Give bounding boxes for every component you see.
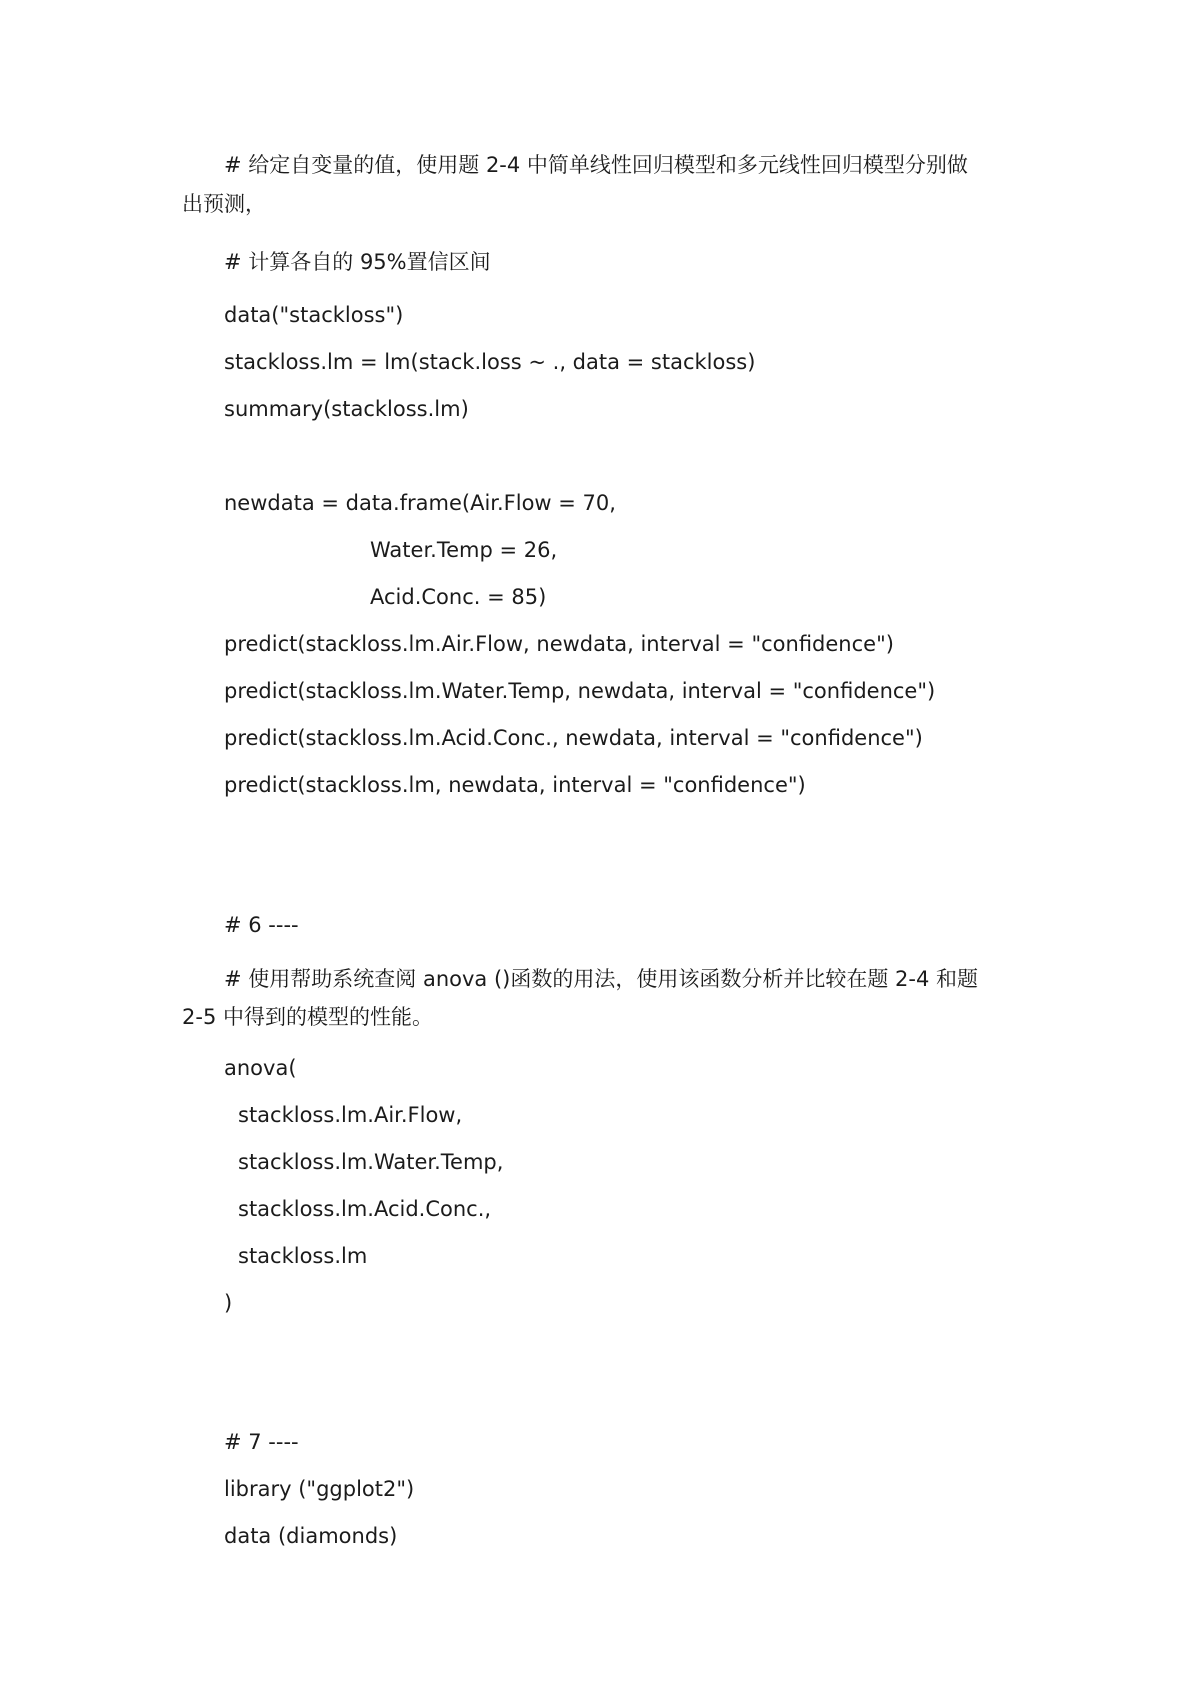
comment-line: # 使用帮助系统查阅 anova ()函数的用法，使用该函数分析并比较在题 2-4 和题 (224, 967, 978, 991)
code-line: data (diamonds) (224, 1524, 398, 1548)
code-line: library ("ggplot2") (224, 1477, 415, 1501)
code-line: predict(stackloss.lm.Acid.Conc., newdata, interval = "confidence") (224, 726, 923, 750)
code-line-indented: stackloss.lm.Acid.Conc., (238, 1197, 492, 1221)
code-line: predict(stackloss.lm.Air.Flow, newdata, interval = "confidence") (224, 632, 894, 656)
code-line-indented: stackloss.lm.Air.Flow, (238, 1103, 463, 1127)
code-line-indented: Water.Temp = 26, (370, 538, 558, 562)
code-line: summary(stackloss.lm) (224, 397, 469, 421)
code-line: anova( (224, 1056, 297, 1080)
section-marker: # 6 ---- (224, 913, 299, 937)
comment-line: # 给定自变量的值，使用题 2-4 中简单线性回归模型和多元线性回归模型分别做 (224, 153, 968, 177)
code-line: predict(stackloss.lm, newdata, interval = "confidence") (224, 773, 806, 797)
section-marker: # 7 ---- (224, 1430, 299, 1454)
code-line: ) (224, 1291, 233, 1315)
code-line: stackloss.lm = lm(stack.loss ~ ., data = stackloss) (224, 350, 756, 374)
code-line-indented: stackloss.lm (238, 1244, 368, 1268)
comment-line-continuation: 2-5 中得到的模型的性能。 (182, 1005, 433, 1029)
code-line: predict(stackloss.lm.Water.Temp, newdata, interval = "confidence") (224, 679, 936, 703)
code-line-indented: stackloss.lm.Water.Temp, (238, 1150, 504, 1174)
code-line: data("stackloss") (224, 303, 404, 327)
code-line-indented: Acid.Conc. = 85) (370, 585, 547, 609)
comment-line: # 计算各自的 95%置信区间 (224, 250, 491, 274)
code-line: newdata = data.frame(Air.Flow = 70, (224, 491, 616, 515)
comment-line-continuation: 出预测， (182, 192, 266, 216)
